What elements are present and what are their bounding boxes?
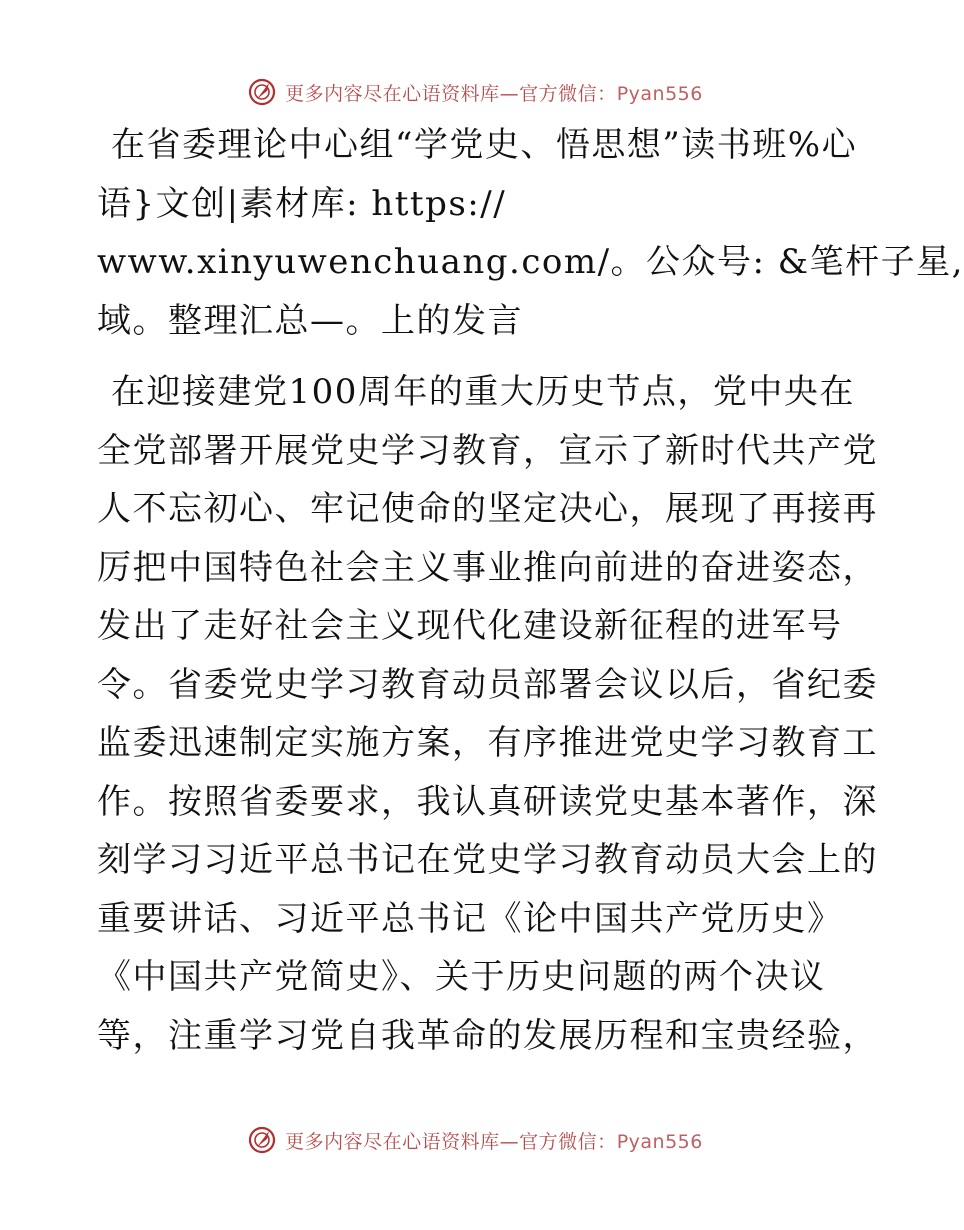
title-line: www.xinyuwenchuang.com/。公众号: &笔杆子星, <box>97 242 964 282</box>
body-line: 在迎接建党100周年的重大历史节点，党中央在 <box>111 372 855 412</box>
body-line: 等，注重学习党自我革命的发展历程和宝贵经验， <box>97 1015 878 1056</box>
watermark-wechat-id: Pyan556 <box>616 82 703 105</box>
body-line: 刻学习习近平总书记在党史学习教育动员大会上的 <box>97 840 878 880</box>
watermark-wechat-label: 官方微信： <box>519 1130 617 1153</box>
watermark-separator: — <box>499 82 520 105</box>
watermark-separator: — <box>499 1130 520 1153</box>
footer-watermark <box>0 1120 950 1160</box>
body-line: 令。省委党史学习教育动员部署会议以后，省纪委 <box>97 664 878 705</box>
watermark-wechat-label: 官方微信： <box>519 82 617 105</box>
quill-logo-icon <box>247 77 277 107</box>
body-line: 《中国共产党简史》、关于历史问题的两个决议 <box>97 957 826 997</box>
title-line: 域。整理汇总—。上的发言 <box>97 300 523 341</box>
watermark-lead: 更多内容尽在心语资料库 <box>285 82 500 105</box>
body-line: 重要讲话、习近平总书记《论中国共产党历史》 <box>97 898 843 939</box>
header-watermark <box>0 72 950 112</box>
body-line: 厉把中国特色社会主义事业推向前进的奋进姿态， <box>97 547 878 588</box>
body-line: 全党部署开展党史学习教育，宣示了新时代共产党 <box>97 430 878 471</box>
body-line: 发出了走好社会主义现代化建设新征程的进军号 <box>97 606 843 646</box>
body-line: 作。按照省委要求，我认真研读党史基本著作，深 <box>97 781 878 822</box>
watermark-lead: 更多内容尽在心语资料库 <box>285 1130 500 1153</box>
quill-logo-icon <box>247 1125 277 1155</box>
document-title <box>97 116 964 350</box>
title-line: 在省委理论中心组“学党史、悟思想”读书班%心 <box>111 125 858 165</box>
document-body <box>97 363 878 1065</box>
body-line: 监委迅速制定实施方案，有序推进党史学习教育工 <box>97 723 878 763</box>
title-line: 语}文创|素材库: https:// <box>97 183 507 224</box>
watermark-wechat-id: Pyan556 <box>616 1130 703 1153</box>
watermark-text <box>285 79 703 106</box>
watermark-text <box>285 1127 703 1154</box>
body-line: 人不忘初心、牢记使命的坚定决心，展现了再接再 <box>97 489 878 529</box>
